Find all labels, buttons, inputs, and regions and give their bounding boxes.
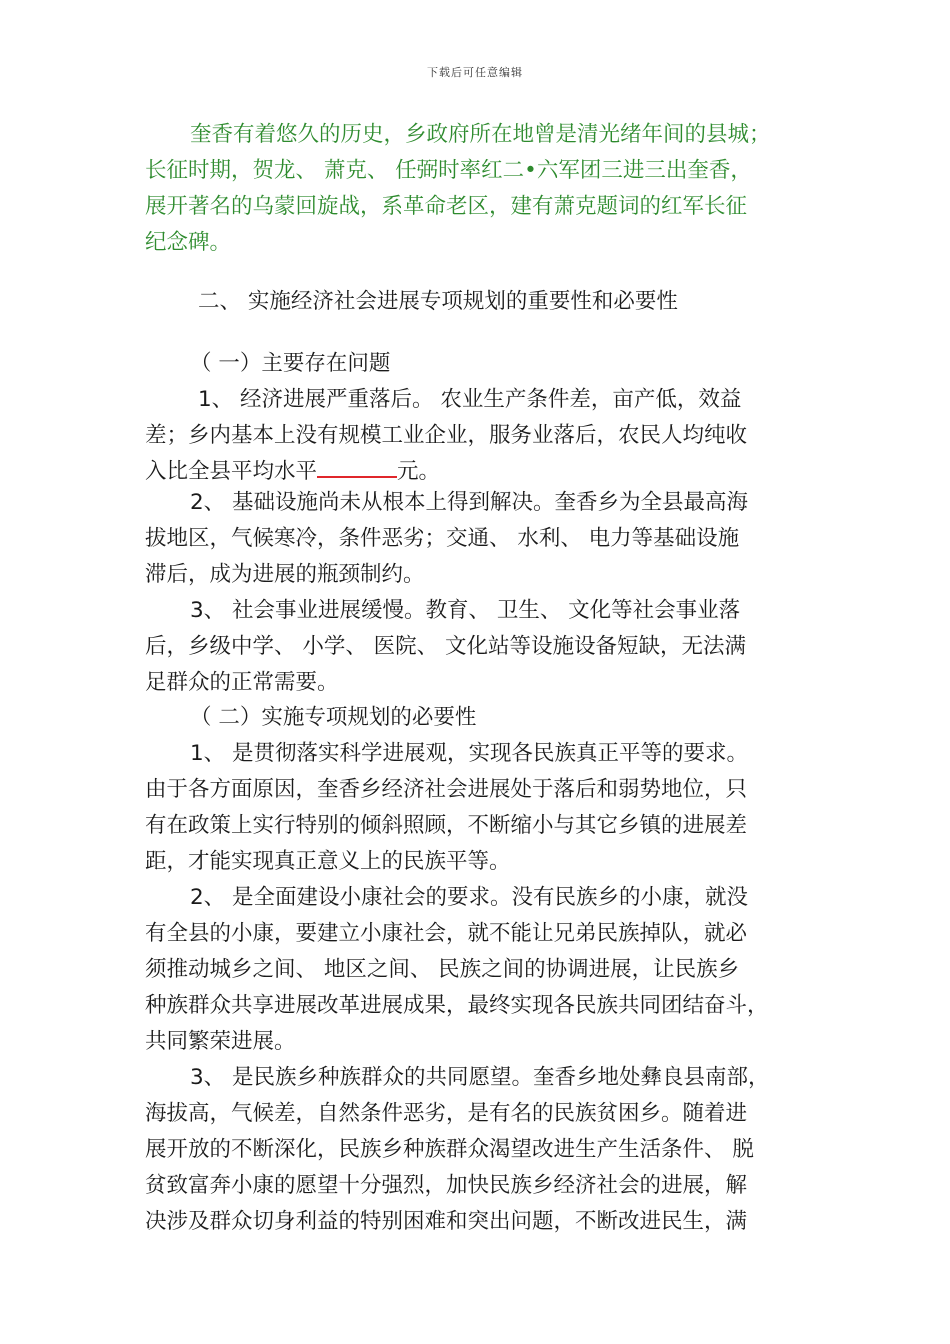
text-line: 3、 是民族乡种族群众的共同愿望。奎香乡地处彝良县南部， (190, 1065, 770, 1090)
text-line: 有在政策上实行特别的倾斜照顾，不断缩小与其它乡镇的进展差 (145, 813, 748, 838)
text-line: 展开著名的乌蒙回旋战，系革命老区，建有萧克题词的红军长征 (145, 194, 748, 219)
text-line: 共同繁荣进展。 (145, 1029, 296, 1054)
text-line: 1、 经济进展严重落后。 农业生产条件差，亩产低，效益 (198, 387, 742, 412)
text-line: 差；乡内基本上没有规模工业企业，服务业落后，农民人均纯收 (145, 423, 748, 448)
text-line: 决涉及群众切身利益的特别困难和突出问题，不断改进民生，满 (145, 1209, 748, 1234)
text-line: 距，才能实现真正意义上的民族平等。 (145, 849, 511, 874)
text-line: 由于各方面原因，奎香乡经济社会进展处于落后和弱势地位，只 (145, 777, 748, 802)
subsection-title: （ 二）实施专项规划的必要性 (190, 705, 477, 730)
text-line: 后，乡级中学、 小学、 医院、 文化站等设施设备短缺，无法满 (145, 634, 747, 659)
subsection-title: （ 一）主要存在问题 (190, 351, 391, 376)
fill-in-blank (317, 454, 397, 478)
text-line: 拔地区，气候寒冷，条件恶劣；交通、 水利、 电力等基础设施 (145, 526, 740, 551)
text-segment: 元。 (397, 459, 441, 484)
text-line: 种族群众共享进展改革进展成果，最终实现各民族共同团结奋斗， (145, 993, 769, 1018)
text-line: 奎香有着悠久的历史，乡政府所在地曾是清光绪年间的县城； (190, 122, 771, 147)
page-header: 下载后可任意编辑 (427, 66, 523, 79)
text-line: 2、 基础设施尚未从根本上得到解决。奎香乡为全县最高海 (190, 490, 749, 515)
text-line: 3、 社会事业进展缓慢。教育、 卫生、 文化等社会事业落 (190, 598, 741, 623)
text-line: 2、 是全面建设小康社会的要求。没有民族乡的小康，就没 (190, 885, 749, 910)
text-segment: 入比全县平均水平 (145, 459, 318, 484)
text-line: 须推动城乡之间、 地区之间、 民族之间的协调进展，让民族乡 (145, 957, 740, 982)
text-line: 滞后，成为进展的瓶颈制约。 (145, 562, 425, 587)
text-line: 纪念碑。 (145, 230, 232, 255)
text-line: 海拔高，气候差，自然条件恶劣，是有名的民族贫困乡。随着进 (145, 1101, 748, 1126)
text-line: 足群众的正常需要。 (145, 670, 339, 695)
text-line: 1、 是贯彻落实科学进展观，实现各民族真正平等的要求。 (190, 741, 749, 766)
text-line: 有全县的小康，要建立小康社会，就不能让兄弟民族掉队，就必 (145, 921, 748, 946)
text-line: 贫致富奔小康的愿望十分强烈，加快民族乡经济社会的进展，解 (145, 1173, 748, 1198)
text-line: 展开放的不断深化，民族乡种族群众渴望改进生产生活条件、 脱 (145, 1137, 754, 1162)
section-title: 二、 实施经济社会进展专项规划的重要性和必要性 (198, 289, 678, 314)
text-line: 长征时期，贺龙、 萧克、 任弼时率红二•六军团三进三出奎香， (145, 158, 752, 183)
